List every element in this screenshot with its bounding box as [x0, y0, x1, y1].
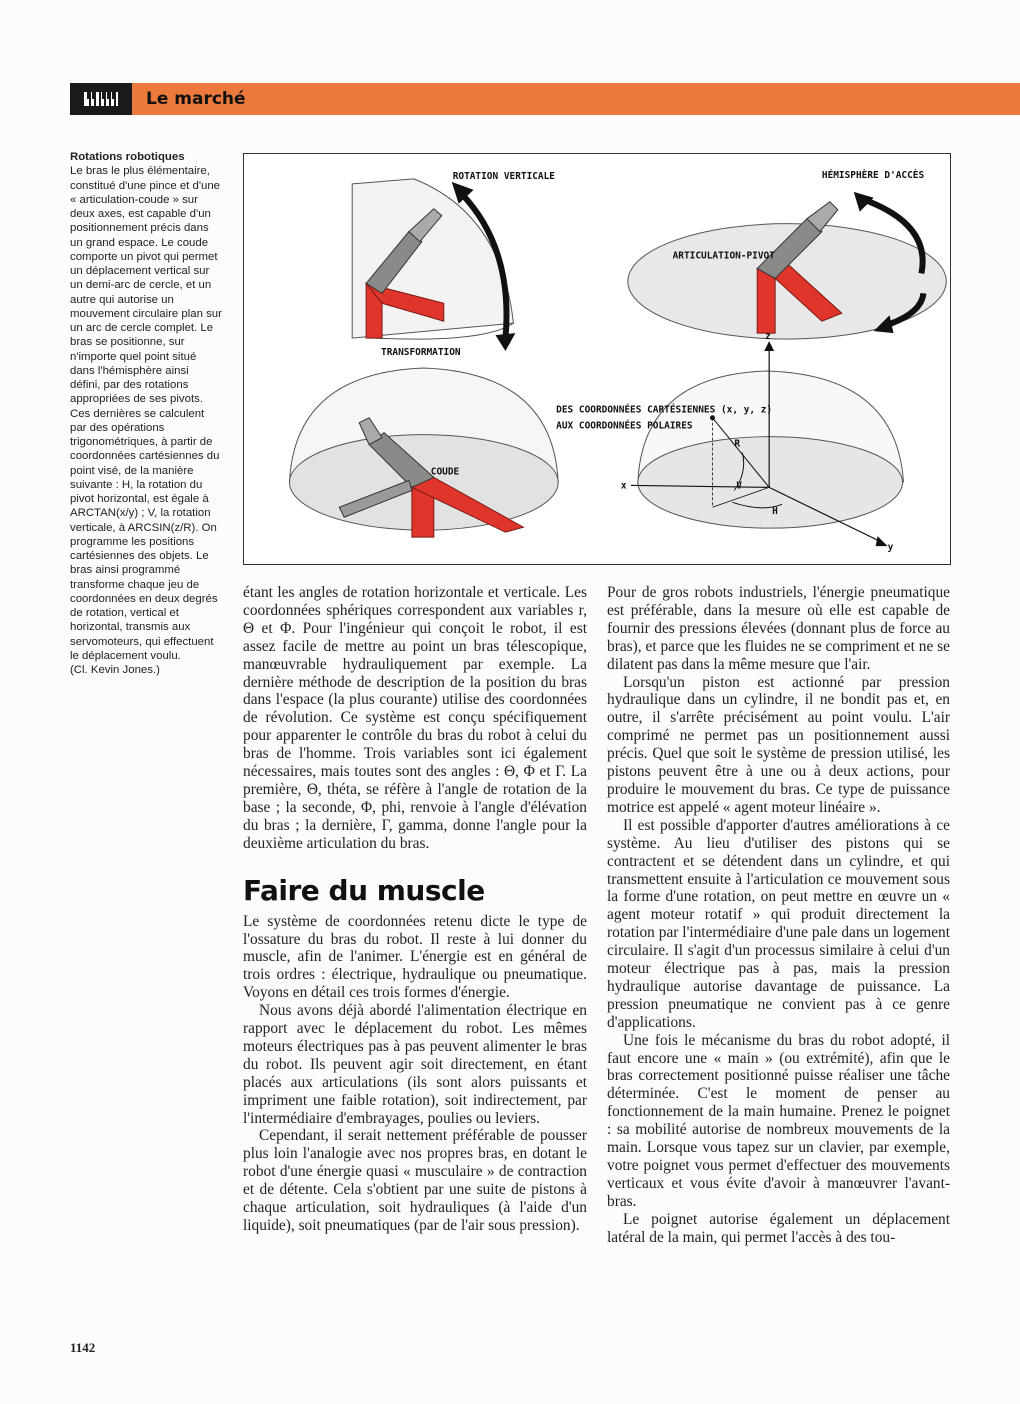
target-point-icon	[710, 415, 715, 420]
photo-credit: (Cl. Kevin Jones.)	[70, 664, 160, 676]
article-column-2	[607, 584, 950, 1247]
label-coude: COUDE	[430, 466, 460, 478]
axis-x-label: x	[620, 480, 627, 492]
arrow-head-bottom-icon	[495, 333, 515, 351]
paragraph: Cependant, il serait nettement préférable de pousser plus loin l'analogie avec nos propres bras, en dotant le robot d'une énergie quasi « musculaire » de contraction et de détente. Cela s'obtient par une suite de pistons à chaque articulation, soit hydrauliques (à l'aide d'un liquide), soit pneumatiques (par de l'air sous pression).	[243, 1127, 587, 1234]
paragraph: Lorsqu'un piston est actionné par pression hydraulique dans un cylindre, il ne bondit pas et, en outre, il s'arrête précisément au point voulu. L'air comprimé ne permet pas un positionnement aussi précis. Quel que soit le système de pression utilisé, les pistons peuvent être à une ou à deux actions, pour produire le mouvement du bras. Ce type de puissance motrice est appelé « agent moteur linéaire ».	[607, 673, 950, 816]
z-arrow-icon	[764, 341, 774, 351]
robot-arm-diagram	[243, 153, 951, 565]
caption-title: Rotations robotiques	[70, 151, 185, 163]
paragraph: Nous avons déjà abordé l'alimentation électrique en rapport avec le déplacement du robot. Les mêmes moteurs électriques pas à pas peuvent alimenter le bras du robot. Ils peuvent agir soit directement, en étant placés aux articulations (ils sont alors puissants et impriment une faible rotation), soit indirectement, par l'intermédiaire d'embrayages, poulies ou leviers.	[243, 1002, 587, 1127]
paragraph: Pour de gros robots industriels, l'énergie pneumatique est préférable, dans la mesure où elle est capable de fournir des pressions élevées (donnant plus de force au bras), et parce que les fluides ne se compriment et ne se dilatent pas dans la même mesure que l'air.	[607, 584, 950, 673]
label-transformation: TRANSFORMATION	[381, 347, 461, 359]
y-arrow-icon	[876, 536, 888, 546]
section-header-bar	[70, 83, 1020, 115]
piano-logo-icon	[70, 83, 132, 115]
section-title: Le marché	[146, 89, 246, 109]
paragraph: Il est possible d'apporter d'autres améliorations à ce système. Au lieu d'utiliser des pistons qui se contractent et se détendent dans un cylindre, et qui transmettent ensuite à l'articulation ce mouvement sous la forme d'une rotation, on peut mettre en œuvre un « agent moteur rotatif » qui produit directement la rotation par l'intermédiaire d'une pale dans un logement circulaire. Il s'agit d'un processus similaire à celui d'un moteur électrique pas à pas, mais la pression hydraulique autorise davantage de puissance. La pression pneumatique ne convient pas à ce genre d'applications.	[607, 816, 950, 1031]
diagram-svg	[244, 154, 950, 564]
paragraph: étant les angles de rotation horizontale et verticale. Les coordonnées sphériques correspondent aux variables r, Θ et Φ. Pour l'ingénieur qui conçoit le robot, il est assez facile de mettre au point un bras télescopique, manœuvrable hydrauliquement par exemple. La dernière méthode de description de la position du bras dans l'espace (la plus courante) utilise des coordonnées de révolution. Ce système est conçu spécifiquement pour apparenter le contrôle du bras du robot à celui du bras de l'homme. Trois variables sont ici également nécessaires, mais toutes sont des angles : Θ, Φ et Γ. La première, Θ, théta, se réfère à l'angle de rotation de la base ; la seconde, Φ, phi, renvoie à l'angle d'élévation du bras ; la dernière, Γ, gamma, donne l'angle pour la deuxième articulation du bras.	[243, 584, 587, 852]
label-hemisphere: HÉMISPHÈRE D'ACCÈS	[821, 169, 925, 181]
label-V: V	[736, 480, 743, 492]
paragraph: Une fois le mécanisme du bras du robot adopté, il faut encore une « main » (ou extrémité), afin que le bras correctement positionné puisse réaliser une tâche déterminée. C'est le moment de penser au fonctionnement de la main humaine. Prenez le poignet : sa mobilité autorise de nombreux mouvements de la main. Lorsque vous tapez sur un clavier, par exemple, votre poignet vous permet d'effectuer des mouvements verticaux et vous évite d'avoir à manœuvrer l'avant-bras.	[607, 1031, 950, 1210]
label-rotation-verticale: ROTATION VERTICALE	[452, 170, 555, 182]
figure-caption	[70, 150, 222, 677]
paragraph: Le poignet autorise également un déplacement latéral de la main, qui permet l'accès à des tou-	[607, 1210, 950, 1246]
caption-body: Le bras le plus élémentaire, constitué d'une pince et d'une « articulation-coude » sur deux axes, est capable d'un positionnement précis dans un grand espace. Le coude comporte un pivot qui permet un déplacement vertical sur un demi-arc de cercle, et un autre qui autorise un mouvement circulaire plan sur un arc de cercle complet. Le bras se positionne, sur n'importe quel point situé dans l'hémisphère ainsi défini, par des rotations appropriées de ses pivots. Ces dernières se calculent par des opérations trigonométriques, à partir de coordonnées cartésiennes du point visé, de la manière suivante : H, la rotation du pivot horizontal, est égale à ARCTAN(x/y) ; V, la rotation verticale, à ARCSIN(z/R). On programme les positions cartésiennes des objets. Le bras ainsi programmé transforme chaque jeu de coordonnées en deux degrés de rotation, vertical et horizontal, transmis aux servomoteurs, qui effectuent le déplacement voulu.	[70, 165, 222, 662]
paragraph: Le système de coordonnées retenu dicte le type de l'ossature du bras du robot. Il reste à lui donner du muscle, afin de l'animer. L'énergie est en général de trois ordres : électrique, hydraulique ou pneumatique. Voyons en détail ces trois formes d'énergie.	[243, 912, 587, 1002]
axis-z-label: z	[765, 331, 771, 343]
axis-y-label: y	[887, 542, 894, 554]
section-heading: Faire du muscle	[243, 873, 485, 907]
article-column-1	[243, 584, 587, 1235]
robot-base-column	[757, 268, 775, 333]
label-coords-line2: AUX COORDONNÉES POLAIRES	[556, 420, 693, 432]
label-articulation-pivot: ARTICULATION-PIVOT	[672, 250, 775, 262]
label-R: R	[734, 438, 741, 450]
label-coords-line1: DES COORDONNÉES CARTÉSIENNES (x, y, z)	[556, 404, 773, 416]
coord-hemisphere-base	[638, 437, 903, 529]
page-number: 1142	[70, 1340, 96, 1355]
label-H: H	[772, 506, 778, 518]
